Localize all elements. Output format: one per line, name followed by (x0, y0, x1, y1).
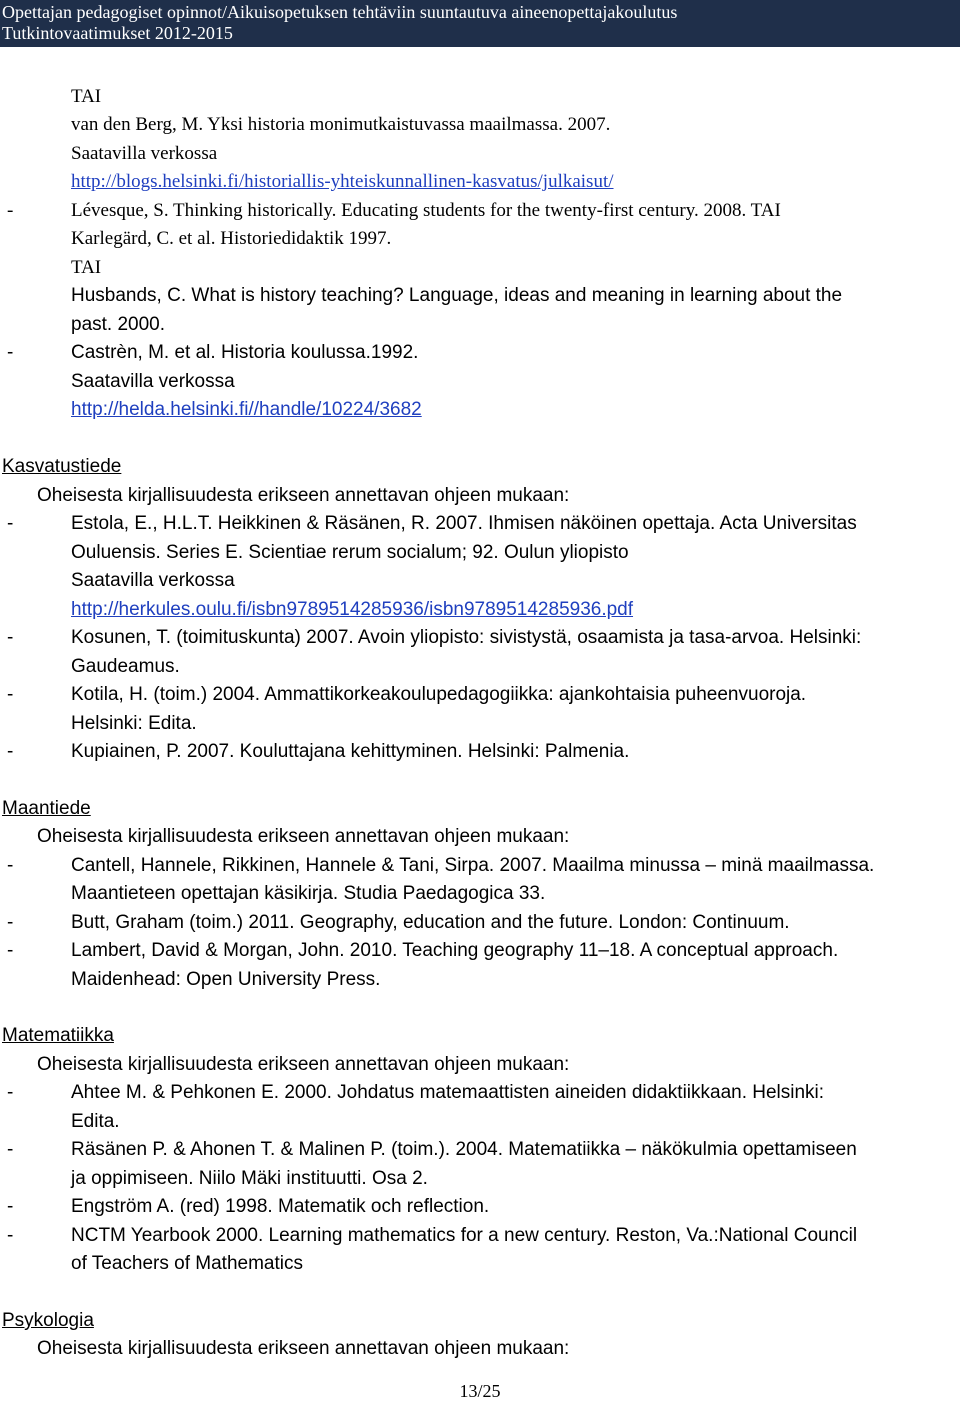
reference-link[interactable]: http://helda.helsinki.fi//handle/10224/3682 (71, 399, 422, 420)
ref-line: TAI (71, 257, 102, 278)
ref-line: Saatavilla verkossa (71, 143, 218, 164)
list-bullet: - (7, 912, 14, 933)
ref-line: Husbands, C. What is history teaching? Language, ideas and meaning in learning about the (71, 285, 843, 306)
section-heading: Kasvatustiede (2, 456, 122, 477)
ref-line: Cantell, Hannele, Rikkinen, Hannele & Tani, Sirpa. 2007. Maailma minussa – minä maailmassa. (71, 855, 875, 876)
section-intro: Oheisesta kirjallisuudesta erikseen annettavan ohjeen mukaan: (37, 1338, 570, 1359)
ref-line: Edita. (71, 1111, 120, 1132)
section-intro: Oheisesta kirjallisuudesta erikseen annettavan ohjeen mukaan: (37, 1054, 570, 1075)
ref-line: Saatavilla verkossa (71, 570, 235, 591)
list-bullet: - (7, 684, 14, 705)
reference-link[interactable]: http://herkules.oulu.fi/isbn9789514285936/isbn9789514285936.pdf (71, 599, 634, 620)
section-intro: Oheisesta kirjallisuudesta erikseen annettavan ohjeen mukaan: (37, 485, 570, 506)
section-heading: Matematiikka (2, 1025, 114, 1046)
document-header (0, 0, 960, 47)
header-title: Opettajan pedagogiset opinnot/Aikuisopetuksen tehtäviin suuntautuva aineenopettajakoulutus (2, 2, 678, 22)
ref-line: Maantieteen opettajan käsikirja. Studia Paedagogica 33. (71, 883, 546, 904)
section-intro: Oheisesta kirjallisuudesta erikseen annettavan ohjeen mukaan: (37, 826, 570, 847)
list-bullet: - (7, 855, 14, 876)
ref-line: Ouluensis. Series E. Scientiae rerum socialum; 92. Oulun yliopisto (71, 542, 629, 563)
ref-line: Lambert, David & Morgan, John. 2010. Teaching geography 11–18. A conceptual approach. (71, 940, 839, 961)
ref-line: Kupiainen, P. 2007. Kouluttajana kehittyminen. Helsinki: Palmenia. (71, 741, 630, 762)
ref-line: Kosunen, T. (toimituskunta) 2007. Avoin yliopisto: sivistystä, osaamista ja tasa-arvoa. Helsinki: (71, 627, 862, 648)
ref-line: Lévesque, S. Thinking historically. Educating students for the twenty-first century. 2008. TAI (71, 200, 781, 221)
ref-line: Räsänen P. & Ahonen T. & Malinen P. (toim.). 2004. Matematiikka – näkökulmia opettamiseen (71, 1139, 857, 1160)
list-bullet: - (7, 940, 14, 961)
ref-line: Butt, Graham (toim.) 2011. Geography, education and the future. London: Continuum. (71, 912, 790, 933)
list-bullet: - (7, 741, 14, 762)
ref-line: Helsinki: Edita. (71, 713, 197, 734)
ref-line: past. 2000. (71, 314, 166, 335)
ref-line: Castrèn, M. et al. Historia koulussa.1992. (71, 342, 419, 363)
list-bullet: - (7, 513, 14, 534)
ref-line: ja oppimiseen. Niilo Mäki instituutti. Osa 2. (71, 1168, 428, 1189)
list-bullet: - (7, 1082, 14, 1103)
list-bullet: - (7, 627, 14, 648)
section-heading: Psykologia (2, 1310, 94, 1331)
list-bullet: - (7, 1139, 14, 1160)
section-heading: Maantiede (2, 798, 91, 819)
ref-line: TAI (71, 86, 102, 107)
ref-line: NCTM Yearbook 2000. Learning mathematics for a new century. Reston, Va.:National Council (71, 1225, 858, 1246)
ref-line: Maidenhead: Open University Press. (71, 969, 381, 990)
ref-line: van den Berg, M. Yksi historia monimutkaistuvassa maailmassa. 2007. (71, 114, 611, 135)
ref-line: Gaudeamus. (71, 656, 180, 677)
list-bullet: - (7, 200, 14, 221)
list-bullet: - (7, 1196, 14, 1217)
list-bullet: - (7, 342, 14, 363)
ref-line: of Teachers of Mathematics (71, 1253, 303, 1274)
ref-line: Saatavilla verkossa (71, 371, 235, 392)
list-bullet: - (7, 1225, 14, 1246)
ref-line: Engström A. (red) 1998. Matematik och reflection. (71, 1196, 490, 1217)
page-number: 13/25 (459, 1381, 501, 1401)
ref-line: Estola, E., H.L.T. Heikkinen & Räsänen, R. 2007. Ihmisen näköinen opettaja. Acta Universitas (71, 513, 857, 534)
reference-link[interactable]: http://blogs.helsinki.fi/historiallis-yhteiskunnallinen-kasvatus/julkaisut/ (71, 171, 614, 192)
ref-line: Kotila, H. (toim.) 2004. Ammattikorkeakoulupedagogiikka: ajankohtaisia puheenvuoroja. (71, 684, 807, 705)
ref-line: Karlegärd, C. et al. Historiedidaktik 1997. (71, 228, 392, 249)
header-subtitle: Tutkintovaatimukset 2012-2015 (2, 23, 233, 43)
ref-line: Ahtee M. & Pehkonen E. 2000. Johdatus matemaattisten aineiden didaktiikkaan. Helsinki: (71, 1082, 825, 1103)
